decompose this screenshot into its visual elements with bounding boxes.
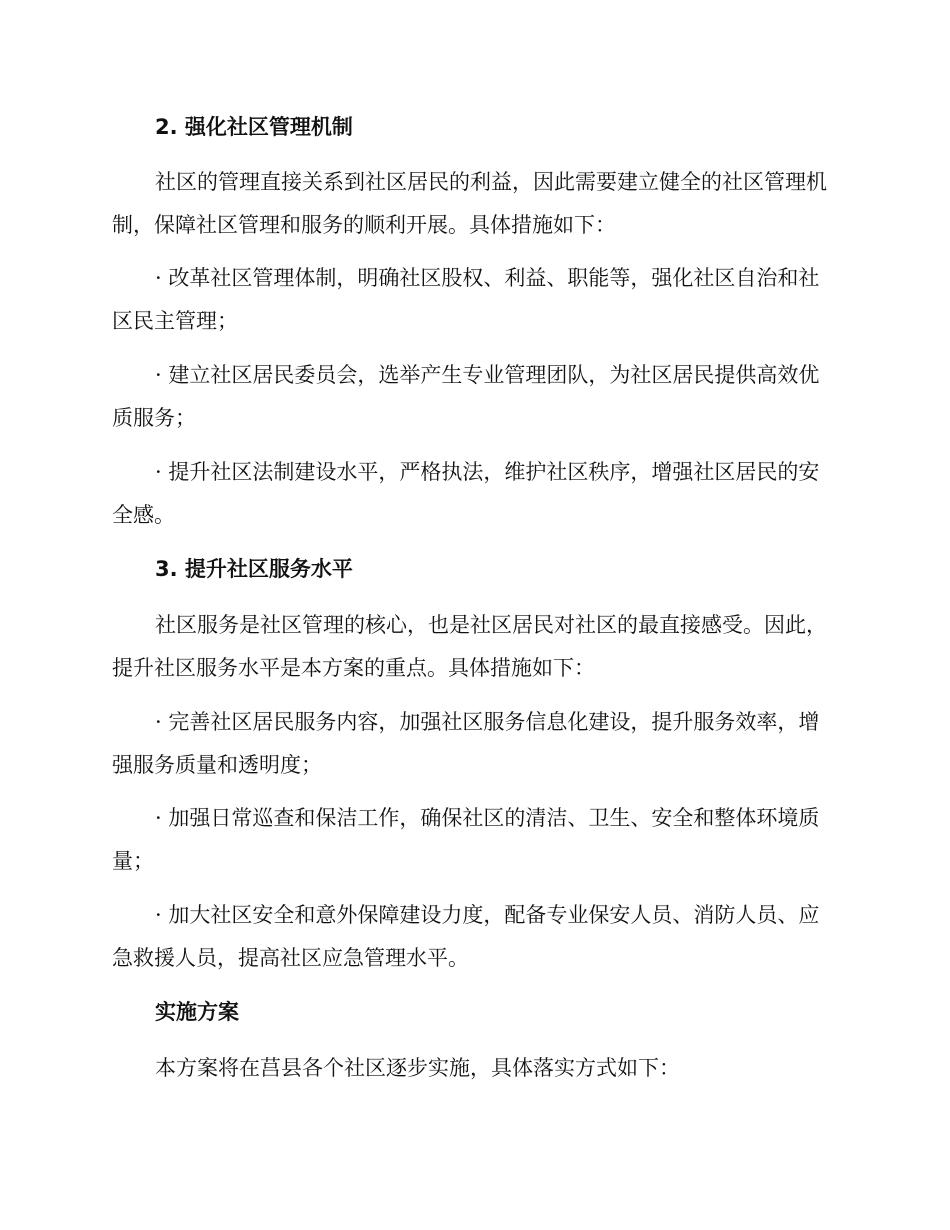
- list-item-service-1: · 完善社区居民服务内容，加强社区服务信息化建设，提升服务效率，增强服务质量和透明度；: [112, 710, 820, 777]
- paragraph-implementation-intro: 本方案将在莒县各个社区逐步实施，具体落实方式如下：: [155, 1056, 680, 1080]
- list-item-service-3: · 加大社区安全和意外保障建设力度，配备专业保安人员、消防人员、应急救援人员，提高社区应急管理水平。: [112, 903, 820, 970]
- list-item-management-3: · 提升社区法制建设水平，严格执法，维护社区秩序，增强社区居民的安全感。: [112, 460, 820, 527]
- paragraph-service-intro: 社区服务是社区管理的核心，也是社区居民对社区的最直接感受。因此，提升社区服务水平是本方案的重点。具体措施如下：: [112, 613, 827, 680]
- list-item-management-1: · 改革社区管理体制，明确社区股权、利益、职能等，强化社区自治和社区民主管理；: [112, 266, 820, 333]
- list-item-service-2: · 加强日常巡查和保洁工作，确保社区的清洁、卫生、安全和整体环境质量；: [112, 806, 820, 873]
- list-item-management-2: · 建立社区居民委员会，选举产生专业管理团队，为社区居民提供高效优质服务；: [112, 363, 820, 430]
- section-heading-management: 2. 强化社区管理机制: [155, 115, 353, 139]
- section-heading-service: 3. 提升社区服务水平: [155, 557, 353, 581]
- section-heading-implementation: 实施方案: [155, 1000, 239, 1024]
- paragraph-management-intro: 社区的管理直接关系到社区居民的利益，因此需要建立健全的社区管理机制，保障社区管理和服务的顺利开展。具体措施如下：: [112, 170, 827, 237]
